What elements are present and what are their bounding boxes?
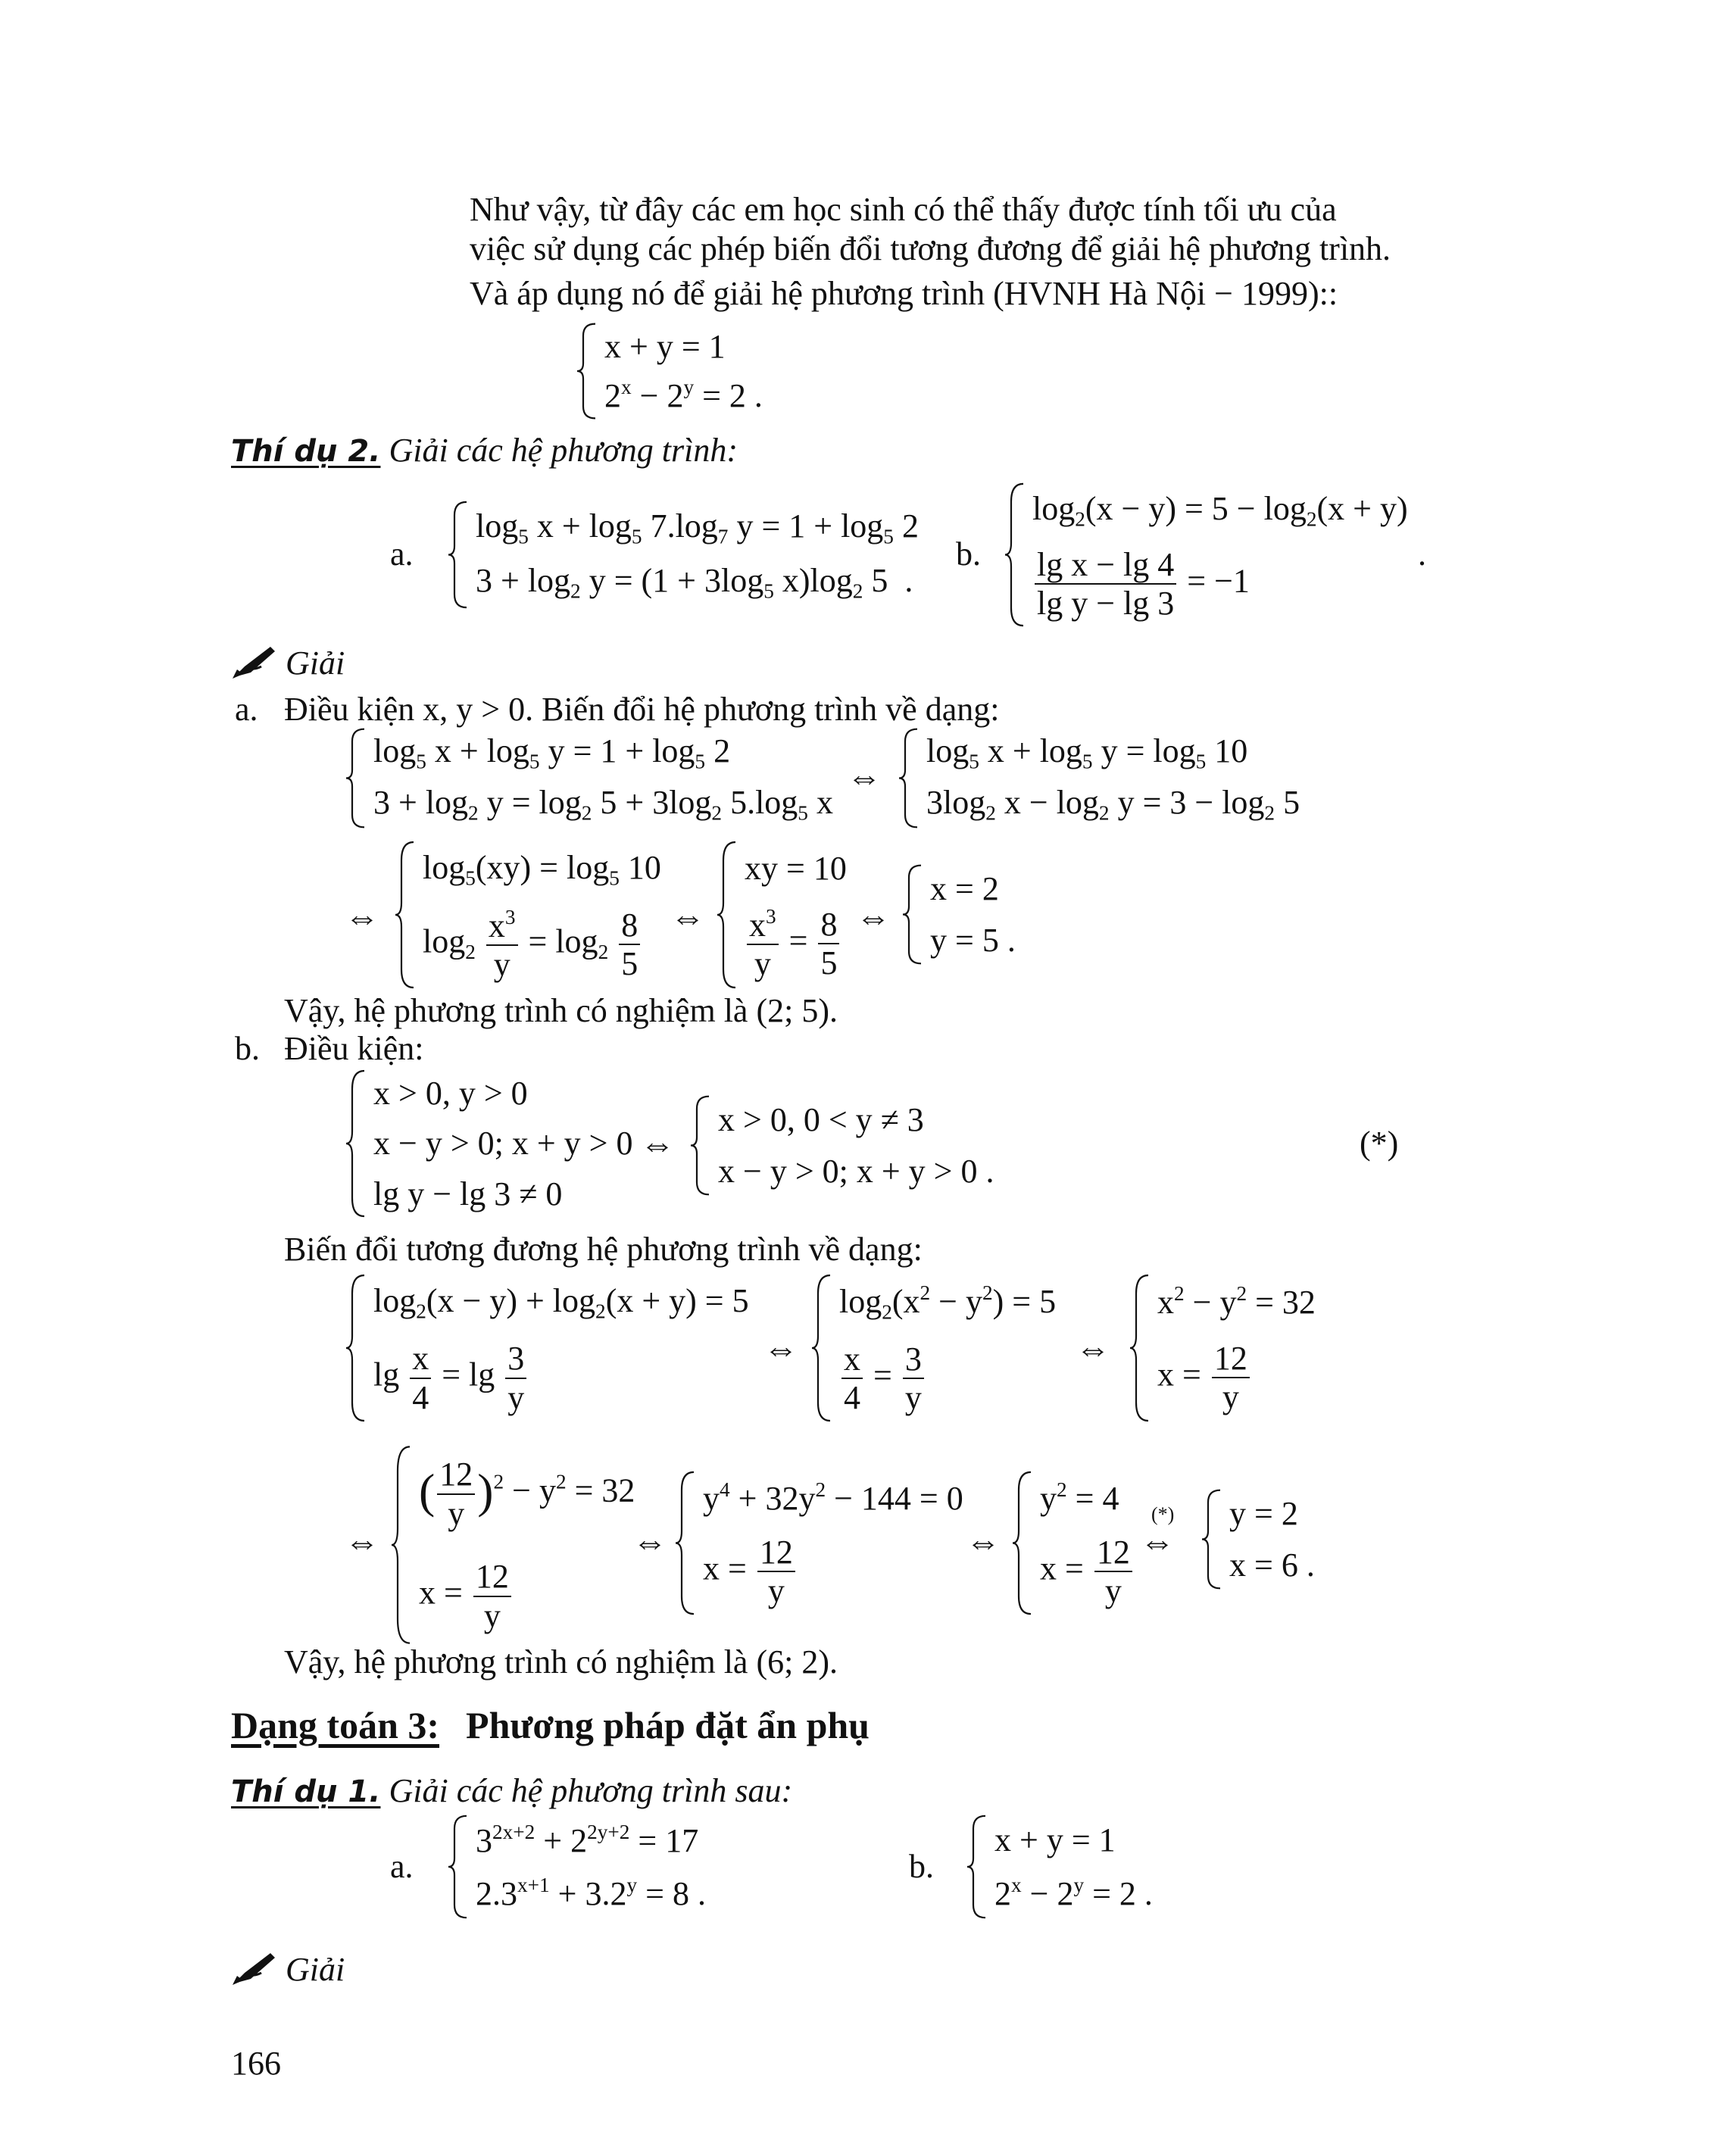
example-2-title: Thí dụ 2. [231, 434, 381, 469]
solution-2-label: Giải [286, 644, 345, 682]
sol-2b-system-4: ( $\frac{12}{y}$ )$^2 - y^2 = 32$ x = $\frac{12}{y}$ [390, 1443, 635, 1647]
example-2a-system: $\log_5 x + \log_5 7.\log_7$ $y = 1 + \log_5 2$ $3 + \log_2 y = (1 + 3\log_5$ $x)\log_2$ 5 . [447, 500, 919, 610]
sol-2b-system-7: y = 2 x = 6 . [1201, 1488, 1315, 1590]
solution-1-label: Giải [286, 1951, 345, 1988]
intro-line-3: Và áp dụng nó để giải hệ phương trình (HVNH Hà Nội − 1999):: [470, 275, 1338, 312]
sol-2b-condition: Điều kiện: [284, 1030, 424, 1067]
equiv-arrow: ⇔ [966, 1522, 1001, 1561]
example-1b-system: x + y = 1 $2^x - 2^y = 2$ . [966, 1814, 1153, 1920]
sol-2b-system-1: $\log_2(x - y) + \log_2(x + y) = 5$ lg $\frac{x}{4}$ = lg $\frac{3}{y}$ [345, 1272, 749, 1424]
example-2-prompt: Giải các hệ phương trình: [389, 432, 738, 469]
equiv-arrow: ⇔ [345, 1522, 379, 1561]
equiv-arrow: ⇔ [856, 897, 891, 936]
sol-2a-system-2: $\log_5 x + \log_5 y = \log_5 10$ $3\log_2$ $x - \log_2 y = 3 - \log_2 5$ [898, 727, 1300, 829]
example-2b-period: . [1418, 535, 1426, 573]
example-2b-system: $\log_2(x - y) = 5 - \log_2(x + y)$ $\frac{\text{lg x − lg 4}}{\text{lg y − lg 3}}$ = −1 [1004, 481, 1408, 629]
sol-2b-conditions-system-2: x > 0, 0 < y ≠ 3 x − y > 0; x + y > 0 . [689, 1094, 994, 1197]
sol-2b-system-6: $y^2 = 4$ x = $\frac{12}{y}$ [1011, 1469, 1135, 1617]
star-marker: (*) [1360, 1125, 1399, 1162]
sol-2b-conditions-system: x > 0, y > 0 x − y > 0; x + y > 0 lg y − lg 3 ≠ 0 [345, 1068, 632, 1219]
example-1-label-b: b. [909, 1848, 934, 1885]
example-2-label-b: b. [956, 535, 981, 573]
example-1-heading [231, 1772, 792, 1811]
sol-2b-conclusion: Vậy, hệ phương trình có nghiệm là (6; 2). [284, 1643, 838, 1680]
sol-2a-system-5: x = 2 y = 5 . [901, 863, 1016, 966]
example-1-title: Thí dụ 1. [231, 1774, 381, 1809]
section-3-heading [231, 1704, 870, 1748]
sol-2b-label: b. [235, 1030, 260, 1067]
sol-2a-condition: Điều kiện x, y > 0. Biến đổi hệ phương trình về dạng: [284, 691, 1000, 728]
equiv-arrow: ⇔ [1076, 1329, 1110, 1368]
sol-2b-transform: Biến đổi tương đương hệ phương trình về dạng: [284, 1231, 923, 1268]
sol-2a-system-4: xy = 10 $\frac{x^3}{y}$ = $\frac{8}{5}$ [716, 839, 847, 991]
equiv-arrow: ⇔ [345, 897, 379, 936]
equiv-arrow: ⇔ [847, 757, 882, 796]
sol-2b-system-5: $y^4 + 32y^2 - 144 = 0$ x = $\frac{12}{y}$ [674, 1469, 963, 1617]
intro-line-2: việc sử dụng các phép biến đổi tương đương để giải hệ phương trình. [470, 230, 1391, 267]
example-1a-system: $3^{2x+2} + 2^{2y+2} = 17$ $2.3^{x+1} + 3.2^y = 8$ . [447, 1814, 706, 1920]
equiv-arrow: ⇔ [1140, 1522, 1175, 1561]
equiv-arrow: ⇔ [670, 897, 705, 936]
intro-line-1: Như vậy, từ đây các em học sinh có thể thấy được tính tối ưu của [470, 191, 1337, 228]
equiv-arrow: ⇔ [632, 1522, 667, 1561]
page-number: 166 [231, 2045, 281, 2082]
sol-2a-system-1: $\log_5 x + \log_5 y = 1 + \log_5 2$ $3 + \log_2 y = \log_2 5 + 3\log_2$ $5.\log_5$ x [345, 727, 833, 829]
sol-2b-system-3: $x^2 - y^2 = 32$ x = $\frac{12}{y}$ [1129, 1272, 1316, 1424]
sol-2a-label: a. [235, 691, 258, 728]
example-1-prompt: Giải các hệ phương trình sau: [389, 1772, 793, 1809]
sol-2a-system-3: $\log_5(xy) = \log_5 10$ $\log_2$ $\frac{x^3}{y}$ = $\log_2$ $\frac{8}{5}$ [394, 839, 661, 991]
example-2-label-a: a. [390, 535, 414, 573]
intro-system: x + y = 1 $2^x - 2^y = 2$ . [576, 322, 763, 420]
section-3-title: Dạng toán 3: [231, 1704, 440, 1746]
example-1-label-a: a. [390, 1848, 414, 1885]
pencil-icon [231, 1950, 278, 1985]
sol-2b-system-2: $\log_2(x^2 - y^2) = 5$ $\frac{x}{4}$ = $\frac{3}{y}$ [810, 1272, 1056, 1424]
solution-2-heading [231, 644, 345, 683]
sol-2a-conclusion: Vậy, hệ phương trình có nghiệm là (2; 5). [284, 992, 838, 1029]
example-2-heading [231, 432, 738, 470]
section-3-subtitle: Phương pháp đặt ẩn phụ [466, 1704, 870, 1746]
equiv-arrow: ⇔ [763, 1329, 798, 1368]
equiv-arrow: ⇔ [640, 1125, 675, 1163]
solution-1-heading [231, 1950, 345, 1989]
pencil-icon [231, 644, 278, 679]
star-marker-small: (*) [1151, 1503, 1175, 1525]
